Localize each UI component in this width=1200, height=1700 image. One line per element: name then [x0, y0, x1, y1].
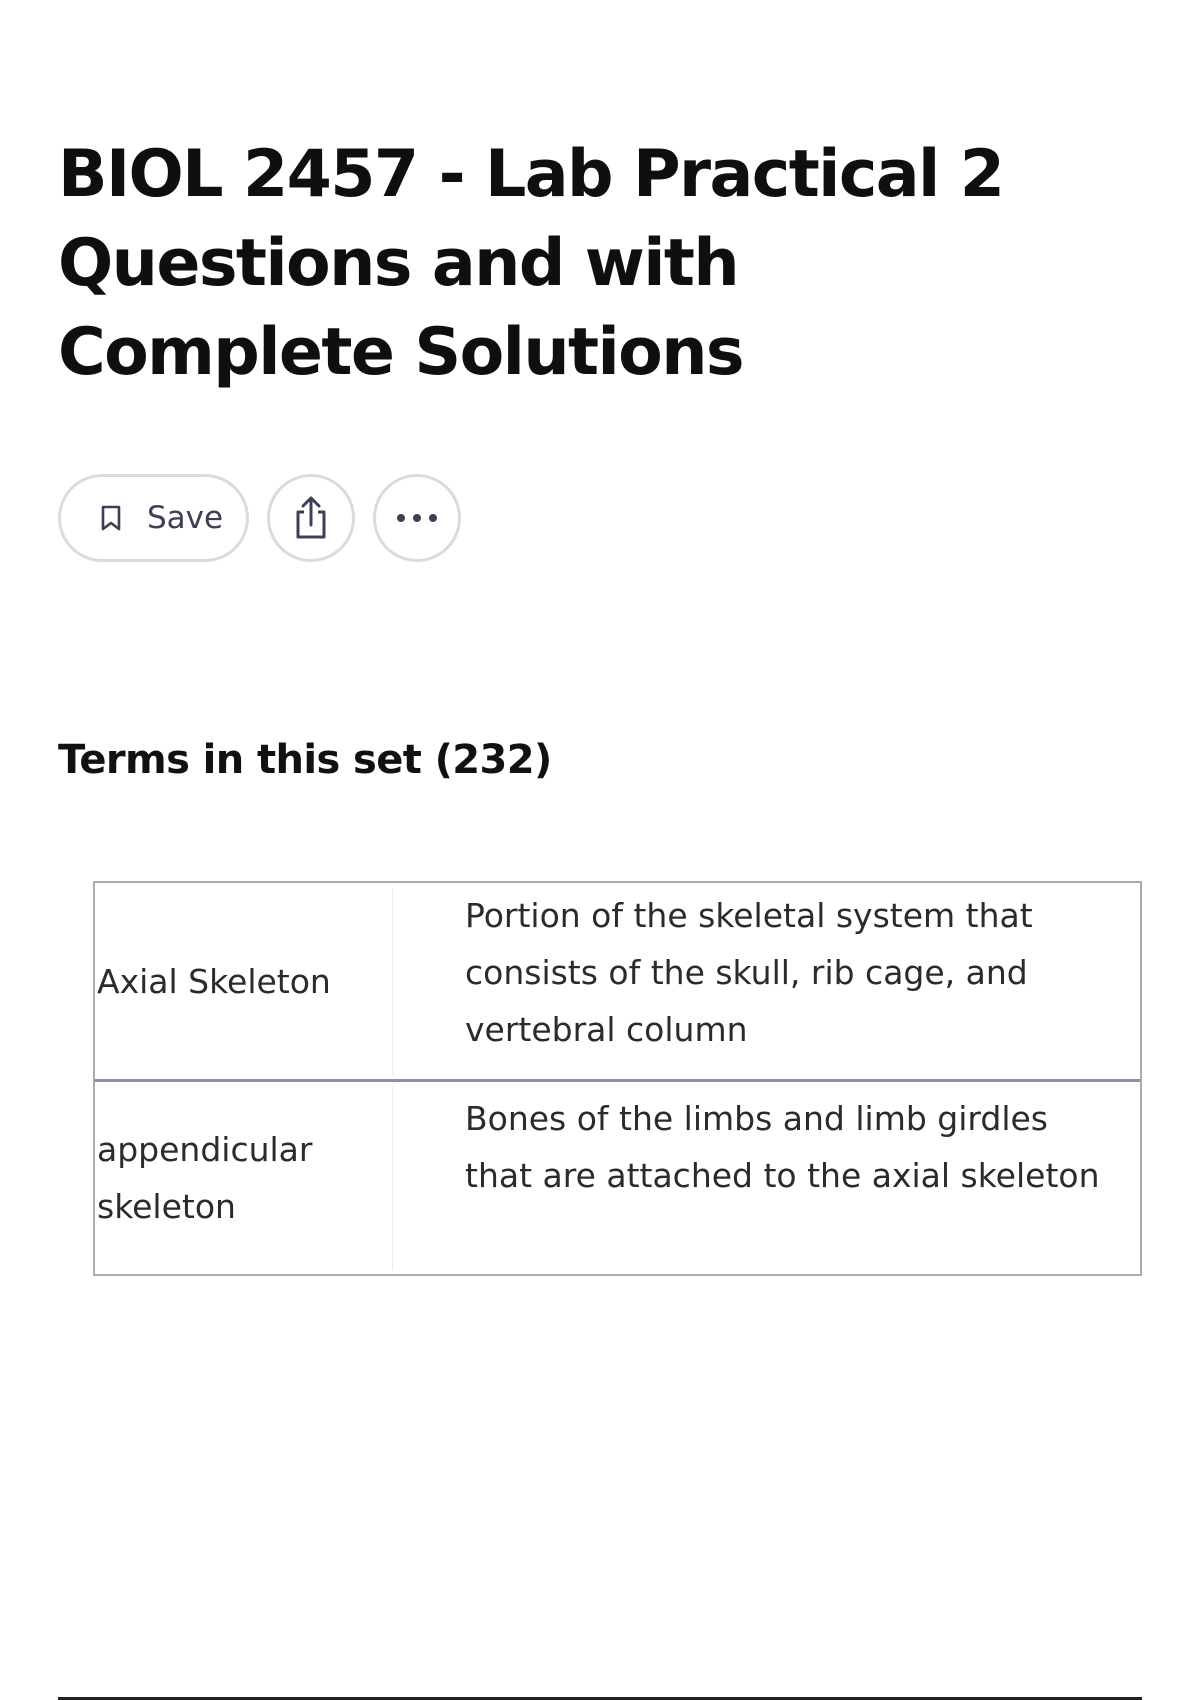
page-title: BIOL 2457 - Lab Practical 2 Questions and with Complete Solutions [58, 137, 1004, 390]
share-icon [291, 495, 331, 541]
terms-table [93, 881, 1142, 1276]
save-button[interactable] [58, 474, 249, 562]
term-cell: appendicular skeleton [95, 1086, 393, 1270]
share-button[interactable] [267, 474, 355, 562]
term-cell: Axial Skeleton [95, 887, 393, 1075]
more-options-button[interactable] [373, 474, 461, 562]
term-row [95, 883, 1140, 1079]
term-row [95, 1079, 1140, 1274]
action-toolbar [58, 474, 461, 562]
bookmark-icon [99, 504, 123, 532]
definition-cell: Bones of the limbs and limb girdles that are attached to the axial skeleton [465, 1099, 1100, 1195]
save-label: Save [147, 500, 224, 536]
terms-heading: Terms in this set (232) [58, 737, 552, 783]
definition-cell: Portion of the skeletal system that consists of the skull, rib cage, and vertebral column [465, 896, 1033, 1049]
more-options-icon [395, 513, 439, 523]
